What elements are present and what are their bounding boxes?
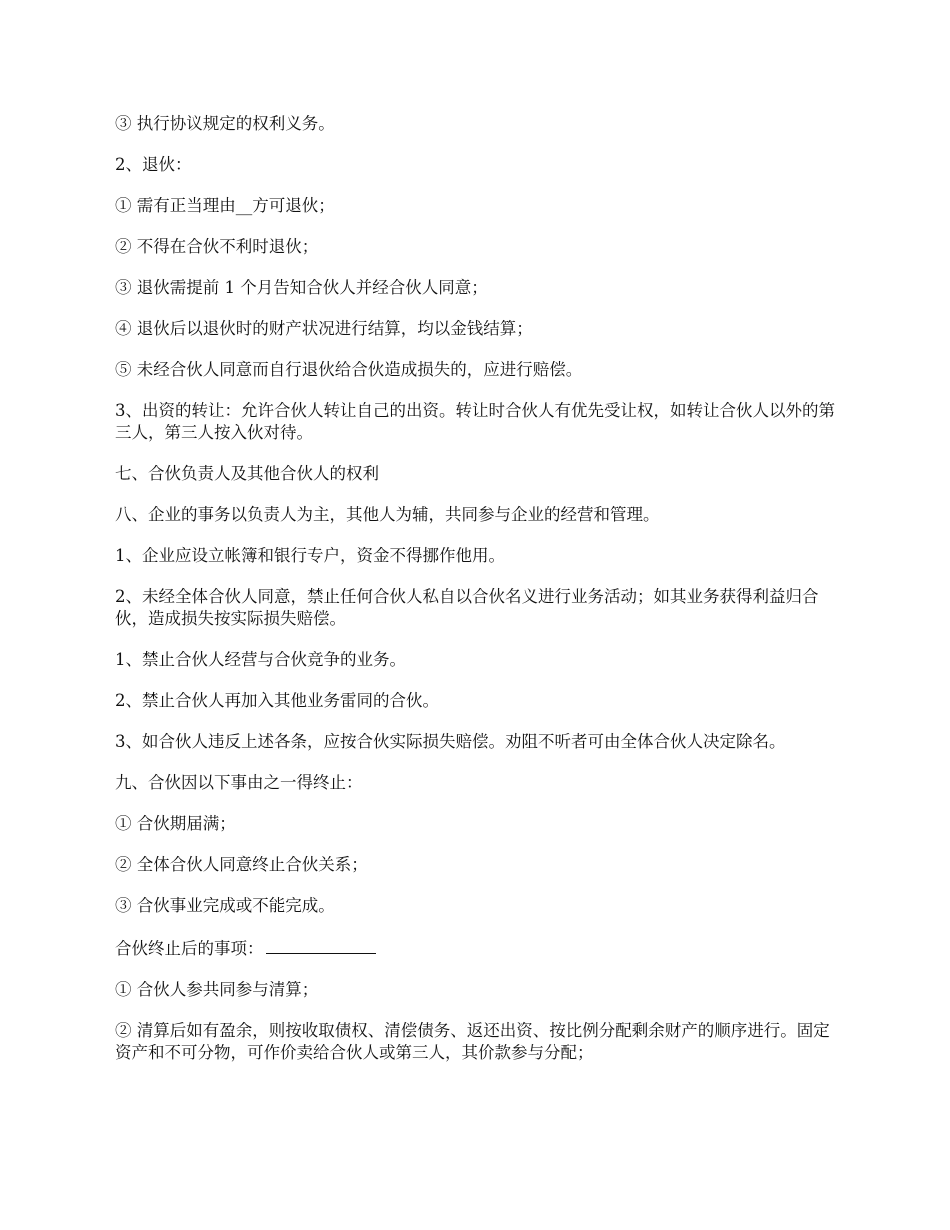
paragraph: 3、出资的转让：允许合伙人转让自己的出资。转让时合伙人有优先受让权，如转让合伙人以外的第三人，第三人按入伙对待。 bbox=[115, 401, 835, 442]
paragraph: 2、禁止合伙人再加入其他业务雷同的合伙。 bbox=[115, 691, 439, 710]
paragraph: ③ 合伙事业完成或不能完成。 bbox=[115, 896, 335, 915]
section-heading: 七、合伙负责人及其他合伙人的权利 bbox=[115, 464, 379, 483]
section-heading: 2、退伙： bbox=[115, 155, 192, 174]
paragraph: 1、禁止合伙人经营与合伙竞争的业务。 bbox=[115, 650, 406, 669]
paragraph: ① 合伙期届满； bbox=[115, 814, 236, 833]
paragraph: ③ 执行协议规定的权利义务。 bbox=[115, 114, 335, 133]
section-heading: 八、企业的事务以负责人为主，其他人为辅，共同参与企业的经营和管理。 bbox=[115, 505, 660, 524]
paragraph: ④ 退伙后以退伙时的财产状况进行结算，均以金钱结算； bbox=[115, 319, 533, 338]
paragraph: 3、如合伙人违反上述各条，应按合伙实际损失赔偿。劝阻不听者可由全体合伙人决定除名。 bbox=[115, 732, 786, 751]
fill-in-blank bbox=[266, 936, 376, 954]
paragraph: ⑤ 未经合伙人同意而自行退伙给合伙造成损失的，应进行赔偿。 bbox=[115, 360, 583, 379]
paragraph: ② 全体合伙人同意终止合伙关系； bbox=[115, 855, 368, 874]
document-body bbox=[115, 113, 835, 1083]
paragraph: ① 需有正当理由__方可退伙； bbox=[115, 196, 335, 215]
termination-matters-label: 合伙终止后的事项： bbox=[115, 939, 264, 958]
paragraph: ① 合伙人参共同参与清算； bbox=[115, 980, 319, 999]
paragraph: ③ 退伙需提前 1 个月告知合伙人并经合伙人同意； bbox=[115, 278, 488, 297]
section-heading: 九、合伙因以下事由之一得终止： bbox=[115, 773, 363, 792]
termination-matters-line bbox=[115, 936, 835, 960]
paragraph: 1、企业应设立帐簿和银行专户，资金不得挪作他用。 bbox=[115, 546, 505, 565]
paragraph: ② 不得在合伙不利时退伙； bbox=[115, 237, 319, 256]
paragraph: 2、未经全体合伙人同意，禁止任何合伙人私自以合伙名义进行业务活动；如其业务获得利益归合伙，造成损失按实际损失赔偿。 bbox=[115, 587, 819, 628]
paragraph: ② 清算后如有盈余，则按收取债权、清偿债务、返还出资、按比例分配剩余财产的顺序进行。固定资产和不可分物，可作价卖给合伙人或第三人，其价款参与分配； bbox=[115, 1021, 830, 1062]
